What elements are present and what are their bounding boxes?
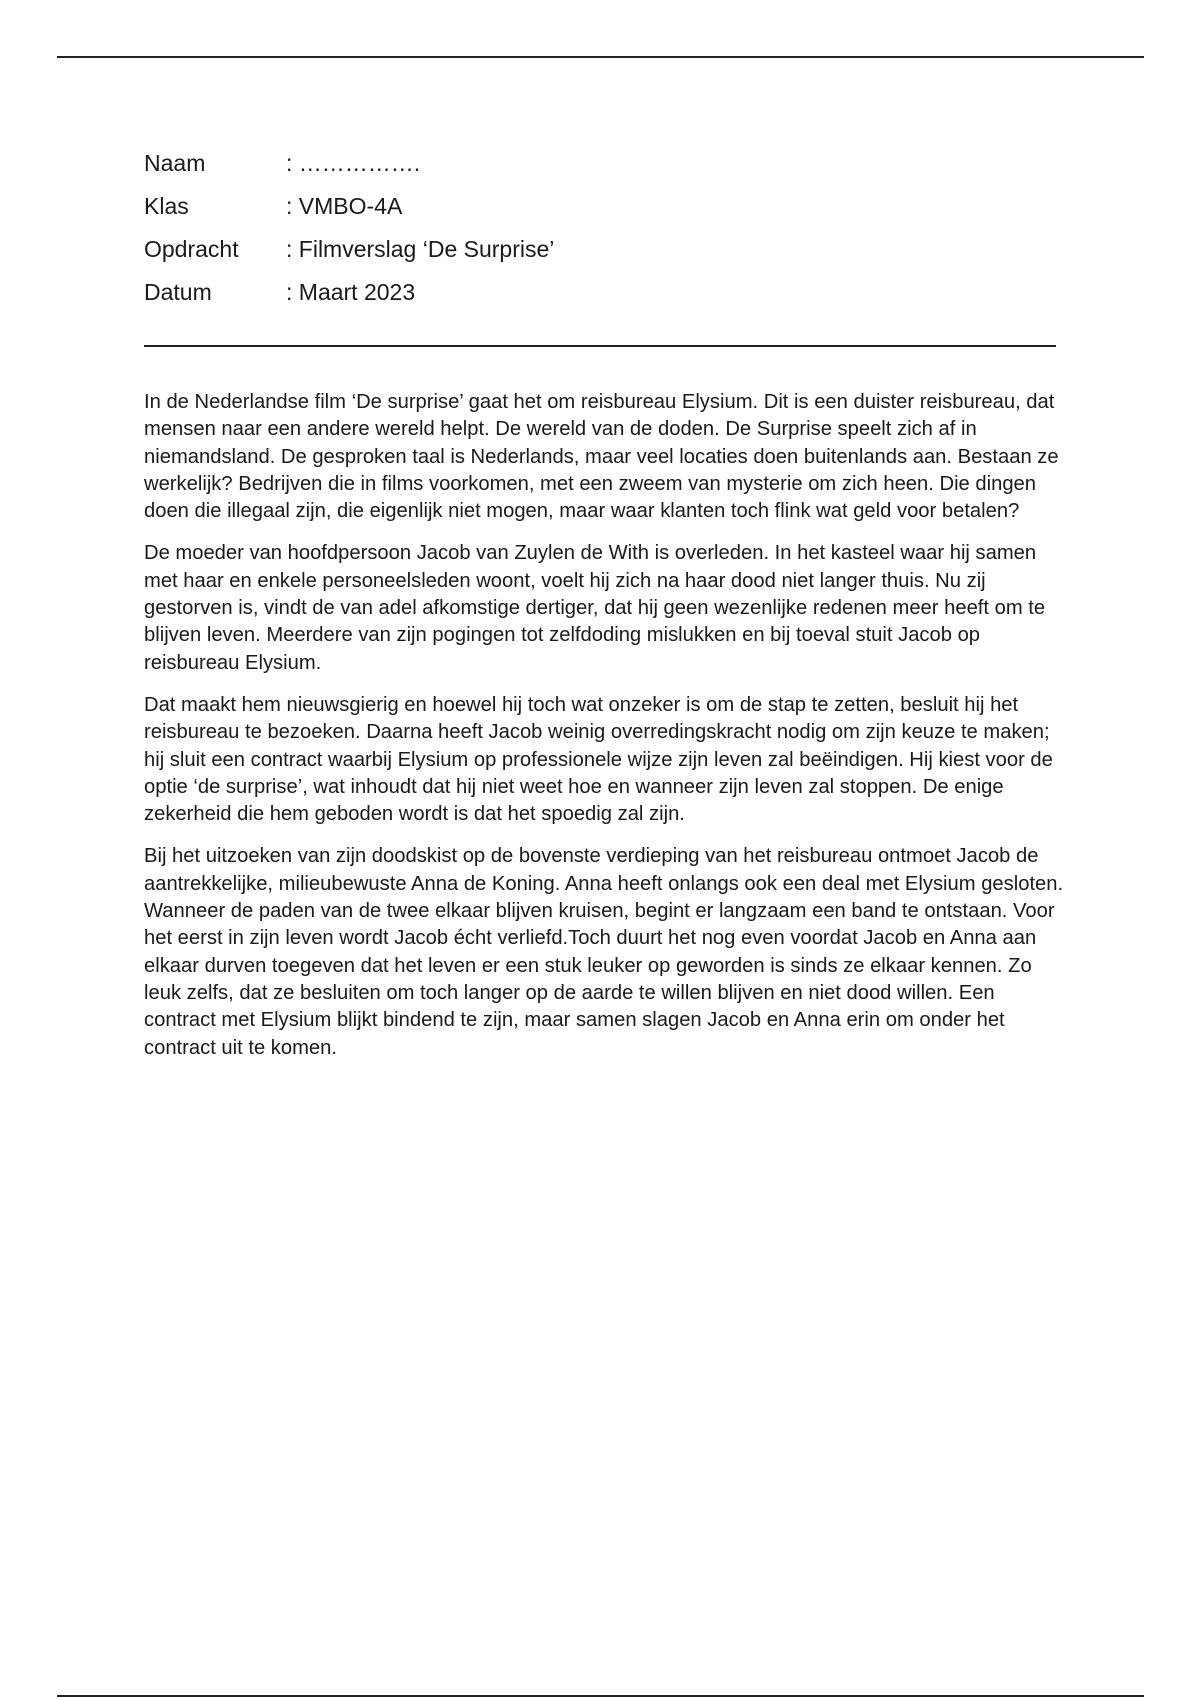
datum-label: Datum <box>144 279 212 305</box>
report-body <box>144 389 1064 1077</box>
header-row-datum <box>144 271 554 314</box>
naam-label: Naam <box>144 150 206 176</box>
header-row-klas <box>144 185 554 228</box>
document-header <box>144 142 554 314</box>
paragraph-3: Dat maakt hem nieuwsgierig en hoewel hij toch wat onzeker is om de stap te zetten, besluit hij het reisbureau te bezoeken. Daarna heeft Jacob weinig overredingskracht nodig om zijn keuze te maken; hij sluit een contract waarbij Elysium op professionele wijze zijn leven zal beëindigen. Hij kiest voor de optie ‘de surprise’, wat inhoudt dat hij niet weet hoe en wanneer zijn leven zal stoppen. De enige zekerheid die hem geboden wordt is dat het spoedig zal zijn. <box>144 693 1053 826</box>
bottom-page-rule <box>57 1695 1144 1697</box>
paragraph-4: Bij het uitzoeken van zijn doodskist op de bovenste verdieping van het reisbureau ontmoet Jacob de aantrekkelijke, milieubewuste Anna de Koning. Anna heeft onlangs ook een deal met Elysium gesloten. Wanneer de paden van de twee elkaar blijven kruisen, begint er langzaam een band te ontstaan. Voor het eerst in zijn leven wordt Jacob écht verliefd.Toch duurt het nog even voordat Jacob en Anna aan elkaar durven toegeven dat het leven er een stuk leuker op geworden is sinds ze elkaar kennen. Zo leuk zelfs, dat ze besluiten om toch langer op de aarde te willen blijven en niet dood willen. Een contract met Elysium blijkt bindend te zijn, maar samen slagen Jacob en Anna erin om onder het contract uit te komen. <box>144 845 1064 1059</box>
paragraph-1: In de Nederlandse film ‘De surprise’ gaat het om reisbureau Elysium. Dit is een duister reisbureau, dat mensen naar een andere wereld helpt. De wereld van de doden. De Surprise speelt zich af in niemandsland. De gesproken taal is Nederlands, maar veel locaties doen buitenlands aan. Bestaan ze werkelijk? Bedrijven die in films voorkomen, met een zweem van mysterie om zich heen. Die dingen doen die illegaal zijn, die eigenlijk niet mogen, maar waar klanten toch flink wat geld voor betalen? <box>144 391 1059 523</box>
paragraph-2: De moeder van hoofdpersoon Jacob van Zuylen de With is overleden. In het kasteel waar hij samen met haar en enkele personeelsleden woont, voelt hij zich na haar dood niet langer thuis. Nu zij gestorven is, vindt de van adel afkomstige dertiger, dat hij geen wezenlijke redenen meer heeft om te blijven leven. Meerdere van zijn pogingen tot zelfdoding mislukken en bij toeval stuit Jacob op reisbureau Elysium. <box>144 542 1046 674</box>
klas-value: : VMBO-4A <box>286 193 403 219</box>
naam-value: : ……………. <box>286 150 421 176</box>
opdracht-value: : Filmverslag ‘De Surprise’ <box>286 236 555 262</box>
header-divider <box>144 345 1056 347</box>
datum-value: : Maart 2023 <box>286 279 416 305</box>
klas-label: Klas <box>144 193 189 219</box>
top-page-rule <box>57 56 1144 58</box>
opdracht-label: Opdracht <box>144 236 239 262</box>
header-row-naam <box>144 142 554 185</box>
header-row-opdracht <box>144 228 554 271</box>
